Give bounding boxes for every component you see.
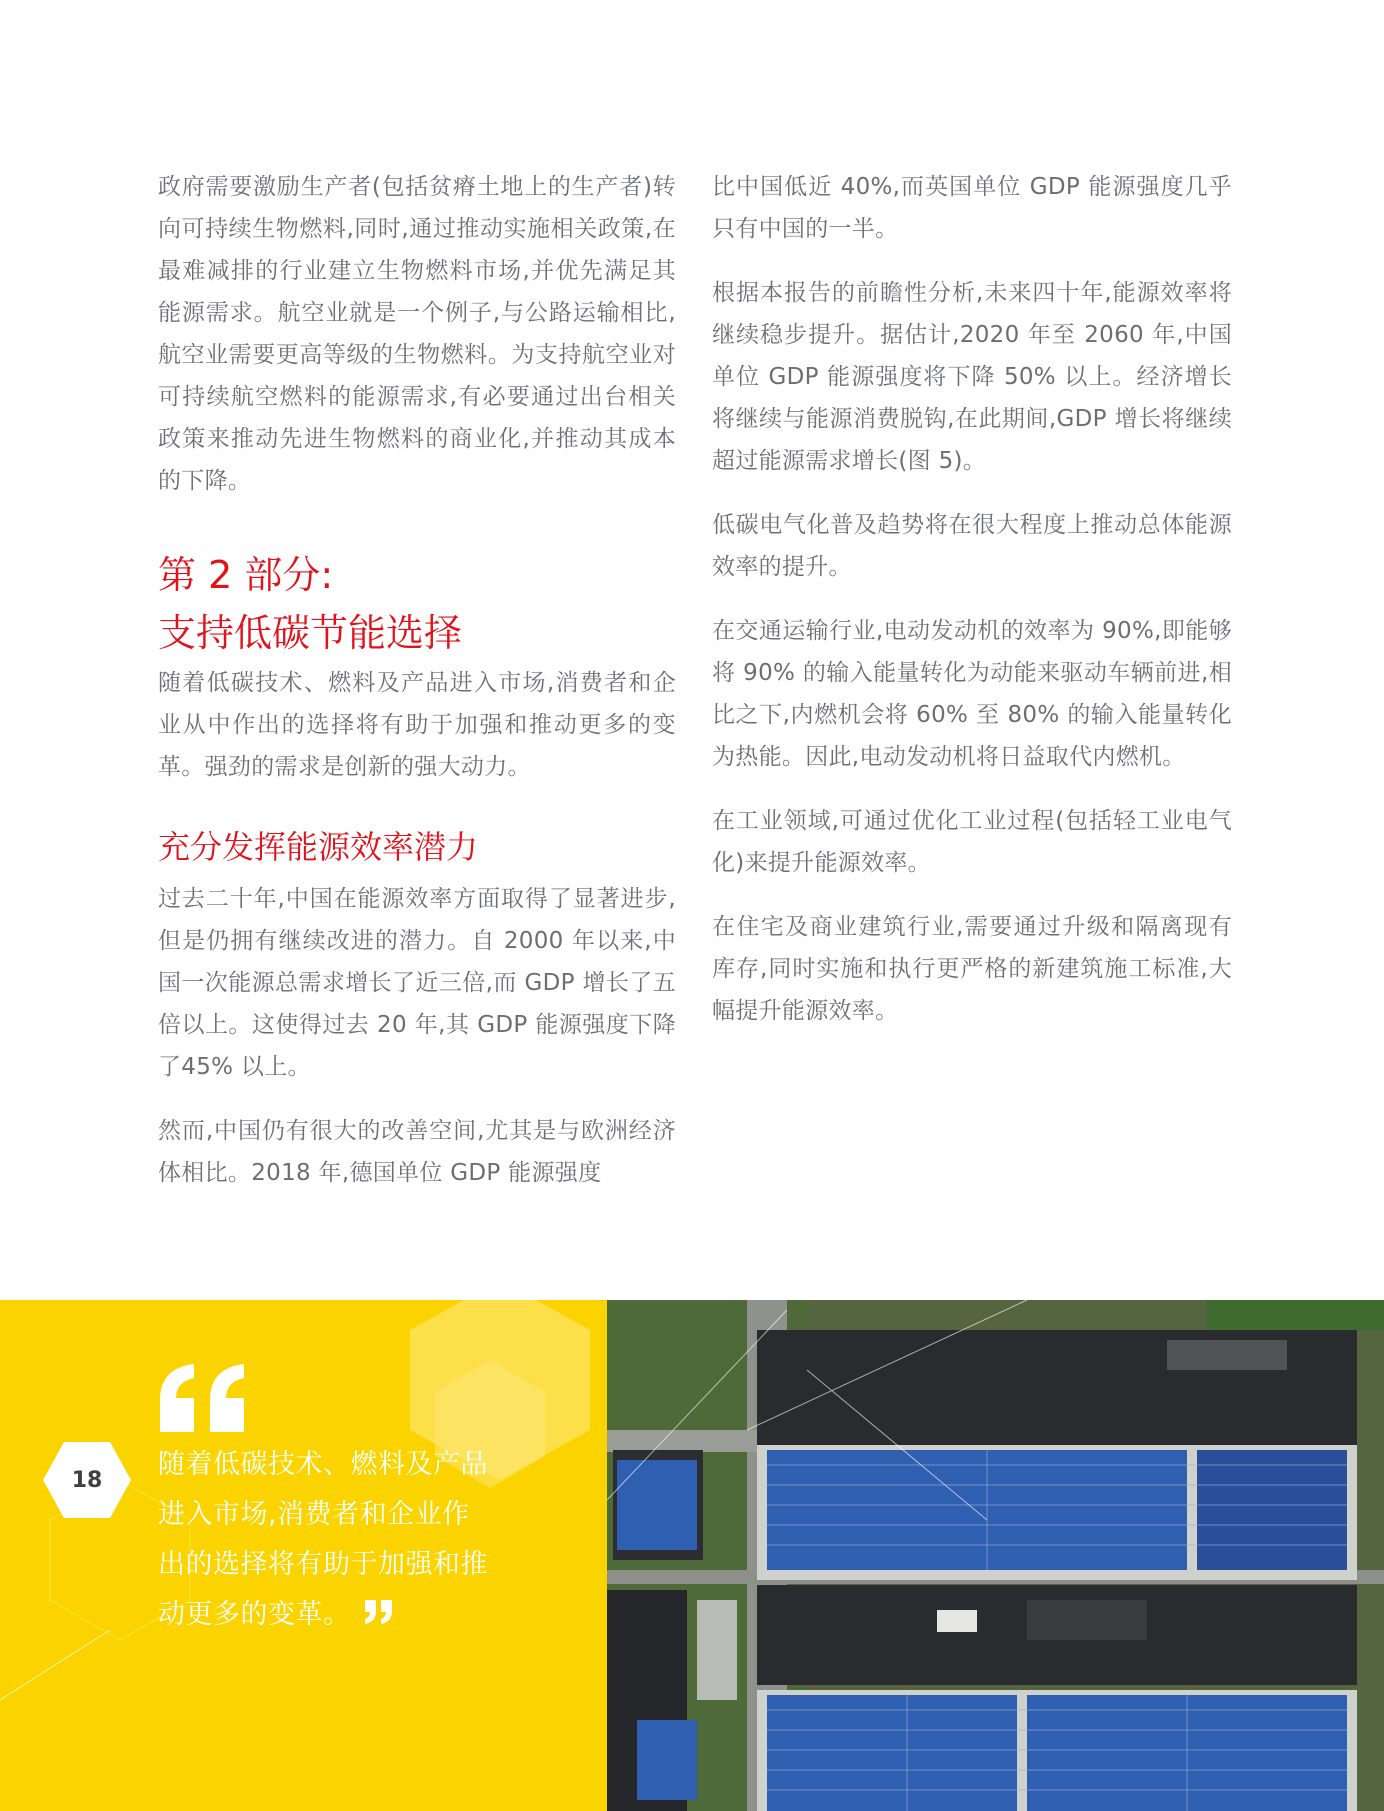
left-column [158,166,676,1216]
paragraph: 然而,中国仍有很大的改善空间,尤其是与欧洲经济体相比。2018 年,德国单位 GDP 能源强度 [158,1118,676,1186]
aerial-photo-solar-factory [607,1300,1384,1811]
right-column [712,166,1232,1054]
pull-quote [158,1440,488,1641]
pull-quote-text: 随着低碳技术、燃料及产品进入市场,消费者和企业作出的选择将有助于加强和推动更多的变革。 [158,1449,488,1630]
section-title-line2: 支持低碳节能选择 [158,611,463,655]
paragraph: 根据本报告的前瞻性分析,未来四十年,能源效率将继续稳步提升。据估计,2020 年至 2060 年,中国单位 GDP 能源强度将下降 50% 以上。经济增长将继续与能源消费脱钩,在此期间,GDP 增长将继续超过能源需求增长(图 5)。 [712,280,1232,474]
aerial-photo-illustration [607,1300,1384,1811]
paragraph: 比中国低近 40%,而英国单位 GDP 能源强度几乎只有中国的一半。 [712,174,1232,242]
section-title [158,546,676,662]
paragraph: 政府需要激励生产者(包括贫瘠土地上的生产者)转向可持续生物燃料,同时,通过推动实施相关政策,在最难减排的行业建立生物燃料市场,并优先满足其能源需求。航空业就是一个例子,与公路运输相比,航空业需要更高等级的生物燃料。为支持航空业对可持续航空燃料的能源需求,有必要通过出台相关政策来推动先进生物燃料的商业化,并推动其成本的下降。 [158,174,676,494]
paragraph: 在工业领域,可通过优化工业过程(包括轻工业电气化)来提升能源效率。 [712,808,1232,876]
paragraph: 在交通运输行业,电动发动机的效率为 90%,即能够将 90% 的输入能量转化为动能来驱动车辆前进,相比之下,内燃机会将 60% 至 80% 的输入能量转化为热能。因此,电动发动机将日益取代内燃机。 [712,618,1232,770]
paragraph: 低碳电气化普及趋势将在很大程度上推动总体能源效率的提升。 [712,512,1232,580]
close-quote-icon [364,1591,394,1641]
open-quote-icon [158,1362,248,1438]
page-number: 18 [71,1467,103,1493]
paragraph: 随着低碳技术、燃料及产品进入市场,消费者和企业从中作出的选择将有助于加强和推动更多的变革。强劲的需求是创新的强大动力。 [158,670,676,780]
page-number-badge [42,1440,132,1520]
subheading: 充分发挥能源效率潜力 [158,828,479,866]
quote-panel [0,1300,607,1811]
paragraph: 过去二十年,中国在能源效率方面取得了显著进步,但是仍拥有继续改进的潜力。自 2000 年以来,中国一次能源总需求增长了近三倍,而 GDP 增长了五倍以上。这使得过去 20 年,其 GDP 能源强度下降了45% 以上。 [158,886,676,1080]
bottom-band [0,1300,1384,1811]
section-title-line1: 第 2 部分: [158,553,334,597]
paragraph: 在住宅及商业建筑行业,需要通过升级和隔离现有库存,同时实施和执行更严格的新建筑施工标准,大幅提升能源效率。 [712,914,1232,1024]
